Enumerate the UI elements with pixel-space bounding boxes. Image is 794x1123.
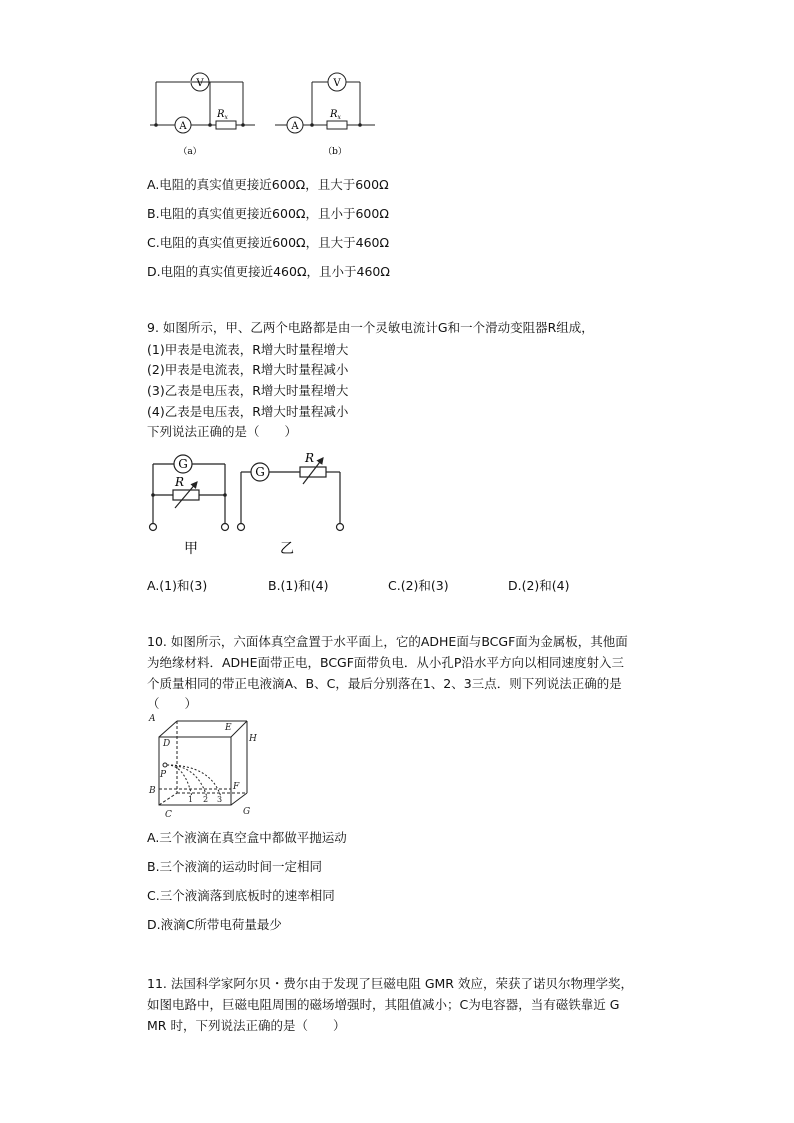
figure-label-a: （a） [178,147,202,157]
galvanometer-label-jia: G [178,457,188,471]
q10-cube-figure [145,713,265,823]
q11-line-1: 11. 法国科学家阿尔贝・费尔由于发现了巨磁电阻 GMR 效应，荣获了诺贝尔物理学奖， [147,976,633,991]
q9-option-b: B.(1)和(4) [268,578,329,593]
q11-line-3: MR 时，下列说法正确的是（ ） [147,1018,346,1033]
q9-statement-4: (4)乙表是电压表，R增大时量程减小 [147,404,349,419]
q9-statement-1: (1)甲表是电流表，R增大时量程增大 [147,342,349,357]
q10-option-b: B.三个液滴的运动时间一定相同 [147,859,323,874]
cube-vertex-f: F [233,782,240,792]
landing-point-3: 3 [217,795,223,804]
voltmeter-label-b: V [333,78,341,89]
label-jia: 甲 [184,541,198,557]
q8-option-b: B.电阻的真实值更接近600Ω，且小于600Ω [147,206,389,221]
landing-point-2: 2 [203,795,209,804]
q10-stem-line-1: 10. 如图所示，六面体真空盒置于水平面上，它的ADHE面与BCGF面为金属板，其他面 [147,634,628,649]
q8-option-d: D.电阻的真实值更接近460Ω，且小于460Ω [147,264,390,279]
cube-vertex-h: H [249,734,257,744]
circuit-figure-ab [150,70,390,160]
hole-p: P [160,770,167,780]
cube-vertex-c: C [165,810,172,820]
cube-vertex-b: B [149,786,156,796]
q8-option-a: A.电阻的真实值更接近600Ω，且大于600Ω [147,177,389,192]
rheostat-label-jia: R [175,475,185,489]
q9-circuit-figure [145,448,355,563]
cube-vertex-d: D [163,739,171,749]
q10-stem-line-2: 为绝缘材料．ADHE面带正电，BCGF面带负电．从小孔P沿水平方向以相同速度射入三 [147,655,624,670]
ammeter-label-a: A [179,121,187,132]
q9-statement-2: (2)甲表是电流表，R增大时量程减小 [147,362,349,377]
cube-vertex-a: A [149,714,156,724]
q8-option-c: C.电阻的真实值更接近600Ω，且大于460Ω [147,235,390,250]
q9-option-a: A.(1)和(3) [147,578,208,593]
q11-line-2: 如图电路中，巨磁电阻周围的磁场增强时，其阻值减小；C为电容器，当有磁铁靠近 G [147,997,620,1012]
cube-vertex-e: E [225,723,232,733]
q10-option-c: C.三个液滴落到底板时的速率相同 [147,888,335,903]
voltmeter-label-a: V [196,78,204,89]
landing-point-1: 1 [188,795,194,804]
q9-stem: 9. 如图所示，甲、乙两个电路都是由一个灵敏电流计G和一个滑动变阻器R组成， [147,320,594,335]
figure-label-b: （b） [323,147,347,157]
q10-option-a: A.三个液滴在真空盒中都做平抛运动 [147,830,347,845]
q9-statement-3: (3)乙表是电压表，R增大时量程增大 [147,383,349,398]
q9-option-d: D.(2)和(4) [508,578,570,593]
rheostat-label-yi: R [305,451,315,465]
q10-stem-line-3: 个质量相同的带正电液滴A、B、C，最后分别落在1、2、3三点．则下列说法正确的是 [147,676,622,691]
q10-stem-line-4: （ ） [147,696,198,711]
label-yi: 乙 [280,541,294,557]
resistor-label-b: $R_x$ [330,109,341,121]
ammeter-label-b: A [291,121,299,132]
resistor-label-a: $R_x$ [217,109,228,121]
q10-option-d: D.液滴C所带电荷量最少 [147,917,282,932]
cube-vertex-g: G [243,807,251,817]
galvanometer-label-yi: G [255,465,265,479]
q9-option-c: C.(2)和(3) [388,578,449,593]
q9-prompt: 下列说法正确的是（ ） [147,424,298,439]
